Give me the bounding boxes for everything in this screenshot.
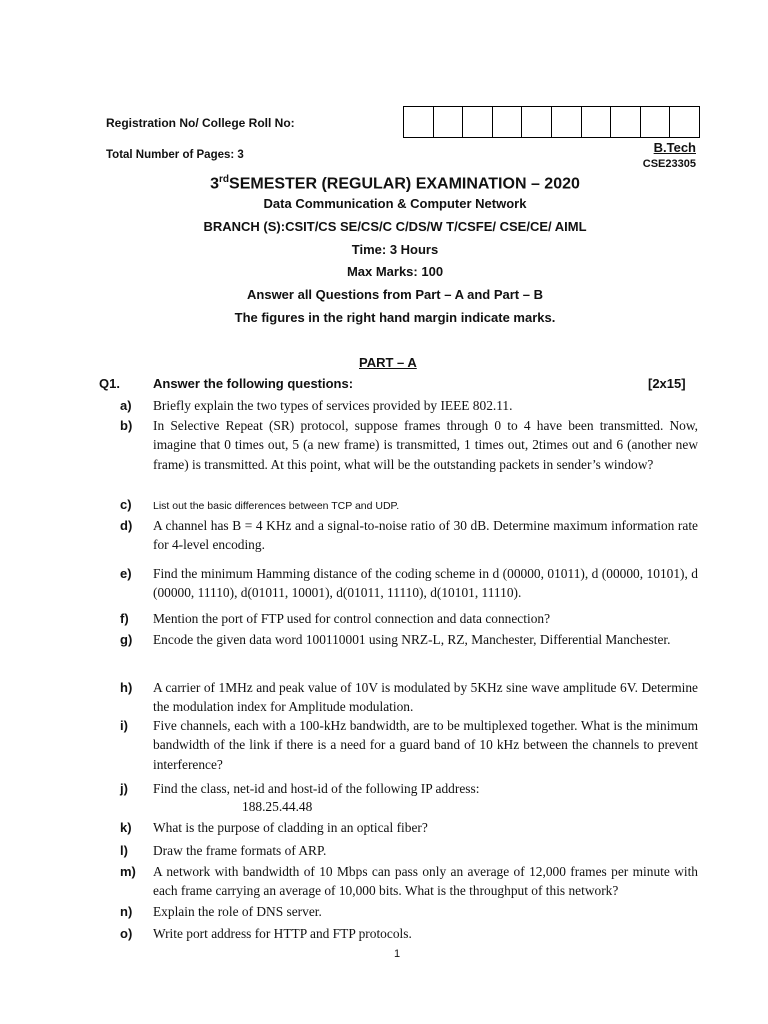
question-letter: m) [120, 864, 136, 879]
question-letter: d) [120, 518, 133, 533]
question-text: List out the basic differences between TCP and UDP. [153, 500, 400, 512]
question-text: Encode the given data word 100110001 using NRZ-L, RZ, Manchester, Differential Manchester. [153, 632, 671, 647]
question-letter: b) [120, 418, 133, 433]
exam-title-prefix: 3 [210, 175, 220, 193]
branch-line: BRANCH (S):CSIT/CS SE/CS/C C/DS/W T/CSFE/ CSE/CE/ AIML [203, 219, 587, 234]
page-number: 1 [394, 948, 401, 960]
question-letter: g) [120, 632, 133, 647]
part-a-heading: PART – A [359, 355, 417, 370]
question-text: Draw the frame formats of ARP. [153, 843, 327, 858]
question-marks: [2x15] [648, 376, 686, 391]
question-letter: i) [120, 718, 128, 733]
ip-address: 188.25.44.48 [242, 799, 313, 814]
roll-number-box[interactable] [552, 107, 582, 137]
question-text: Briefly explain the two types of services provided by IEEE 802.11. [153, 398, 513, 413]
exam-title-main: SEMESTER (REGULAR) EXAMINATION – 2020 [229, 175, 580, 193]
time-line: Time: 3 Hours [351, 242, 439, 257]
instruction-marks: The figures in the right hand margin indicate marks. [234, 310, 556, 325]
roll-number-box[interactable] [670, 107, 699, 137]
question-text: A channel has B = 4 KHz and a signal-to-noise ratio of 30 dB. Determine maximum information rate for 4-level encoding. [153, 518, 698, 553]
question-instruction: Answer the following questions: [153, 376, 354, 391]
total-pages-label: Total Number of Pages: 3 [106, 149, 244, 161]
question-text: Explain the role of DNS server. [153, 904, 322, 919]
course-code: CSE23305 [642, 158, 696, 170]
question-letter: a) [120, 398, 132, 413]
roll-number-box[interactable] [522, 107, 552, 137]
question-letter: h) [120, 680, 133, 695]
question-text: Mention the port of FTP used for control connection and data connection? [153, 611, 551, 626]
max-marks-line: Max Marks: 100 [346, 264, 444, 279]
exam-title [0, 174, 768, 193]
roll-number-box[interactable] [434, 107, 464, 137]
question-text: A network with bandwidth of 10 Mbps can pass only an average of 12,000 frames per minute with each frame carrying an average of 10,000 bits. What is the throughput of this network? [153, 864, 698, 899]
roll-number-boxes [403, 106, 700, 138]
question-text: What is the purpose of cladding in an optical fiber? [153, 820, 428, 835]
registration-label: Registration No/ College Roll No: [106, 116, 295, 130]
roll-number-box[interactable] [641, 107, 671, 137]
question-letter: e) [120, 566, 132, 581]
question-text: Write port address for HTTP and FTP protocols. [153, 926, 412, 941]
roll-number-box[interactable] [463, 107, 493, 137]
question-letter: o) [120, 926, 133, 941]
roll-number-box[interactable] [611, 107, 641, 137]
roll-number-box[interactable] [582, 107, 612, 137]
roll-number-box[interactable] [404, 107, 434, 137]
instruction-parts: Answer all Questions from Part – A and Part – B [247, 287, 543, 302]
question-letter: f) [120, 611, 129, 626]
question-letter: c) [120, 497, 132, 512]
question-letter: n) [120, 904, 133, 919]
question-text: A carrier of 1MHz and peak value of 10V is modulated by 5KHz sine wave amplitude 6V. Determine the modulation index for Amplitude modulation. [153, 680, 698, 715]
question-number: Q1. [99, 376, 120, 391]
question-text: Find the minimum Hamming distance of the coding scheme in d (00000, 01011), d (00000, 10101), d (00000, 11110), d(01011, 10001), d(01011, 11110), d(10101, 11110). [153, 566, 698, 601]
exam-title-sup: rd [219, 174, 230, 185]
question-letter: j) [120, 781, 128, 796]
question-letter: l) [120, 843, 128, 858]
question-text: Five channels, each with a 100-kHz bandwidth, are to be multiplexed together. What is the minimum bandwidth of the link if there is a need for a guard band of 10 kHz between the channels to prevent interference? [153, 718, 698, 772]
subject-title: Data Communication & Computer Network [263, 196, 527, 211]
question-text: Find the class, net-id and host-id of the following IP address: [153, 781, 480, 796]
roll-number-box[interactable] [493, 107, 523, 137]
program-label: B.Tech [653, 140, 696, 155]
question-text: In Selective Repeat (SR) protocol, suppose frames through 0 to 4 have been transmitted. Now, imagine that 0 times out, 5 (a new frame) is transmitted, 1 times out, 2times out and 6 (another new frame) is transmitted. At this point, what will be the outstanding packets in sender’s window? [153, 418, 698, 472]
question-letter: k) [120, 820, 132, 835]
